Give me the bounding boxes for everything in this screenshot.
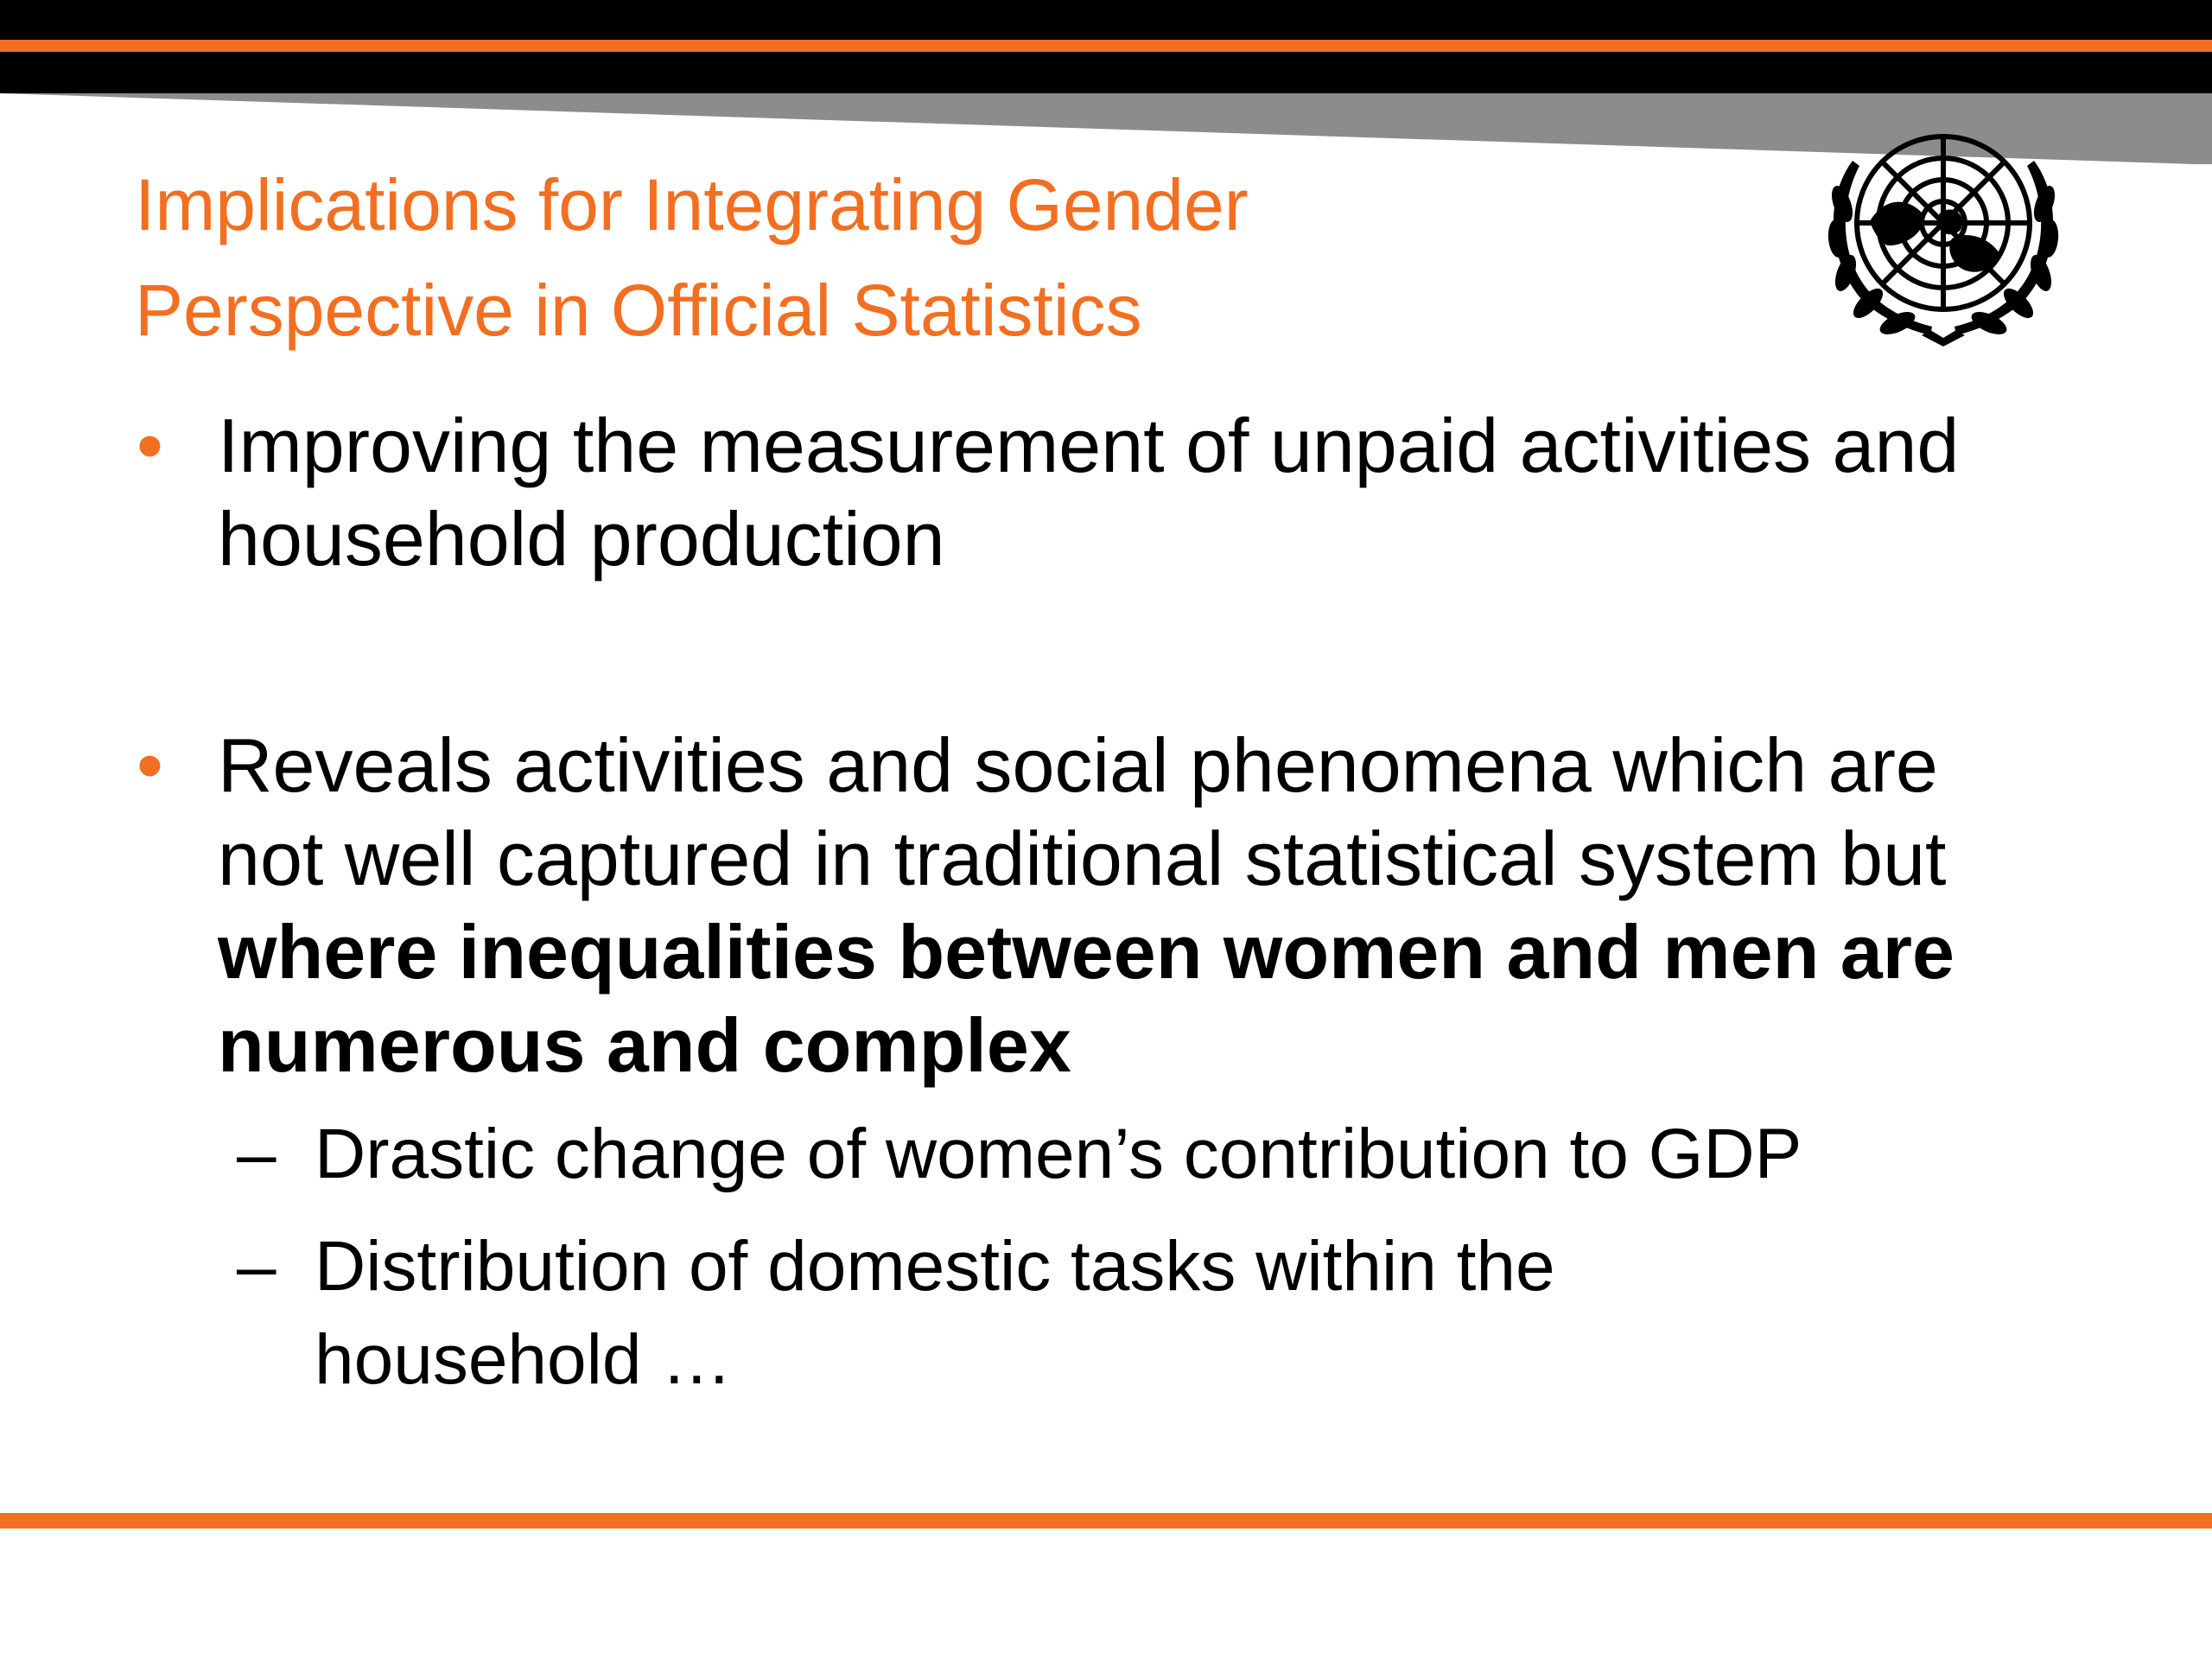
top-black-bar-lower <box>0 52 2212 93</box>
sub-bullet-marker: – <box>237 1115 276 1193</box>
bullet-2-line-2: not well captured in traditional statistical system but <box>218 816 1947 901</box>
top-orange-stripe <box>0 40 2212 52</box>
title-line-2: Perspective in Official Statistics <box>135 270 1142 351</box>
bullet-marker: • <box>137 722 163 808</box>
title-line-1: Implications for Integrating Gender <box>135 164 1249 245</box>
sub-bullet-item-2 <box>130 1220 2117 1407</box>
sub-bullet-item-1 <box>130 1108 2117 1201</box>
bullet-item-1 <box>130 399 2117 586</box>
sub-bullet-marker: – <box>237 1227 276 1306</box>
sub-bullet-2-line-2: household … <box>315 1320 733 1399</box>
bullet-marker: • <box>137 403 163 488</box>
bullet-item-2 <box>130 719 2117 1092</box>
bullet-1-line-2: household production <box>218 496 945 582</box>
slide-content <box>130 399 2117 1407</box>
top-black-bar <box>0 0 2212 40</box>
un-emblem-icon <box>1801 109 2086 351</box>
sub-bullet-2-line-1: Distribution of domestic tasks within the <box>315 1227 1555 1306</box>
bullet-2-line-1: Reveals activities and social phenomena which are <box>218 722 1938 808</box>
sub-bullet-1-line-1: Drastic change of women’s contribution to GDP <box>315 1115 1802 1193</box>
top-decoration-band <box>0 0 2212 97</box>
slide-title <box>135 152 1777 363</box>
bullet-2-bold-line-2: numerous and complex <box>218 1002 1071 1088</box>
bullet-1-line-1: Improving the measurement of unpaid activities and <box>218 403 1960 488</box>
bottom-orange-rule <box>0 1513 2212 1529</box>
bullet-2-bold-line-1: where inequalities between women and men are <box>218 909 1955 995</box>
